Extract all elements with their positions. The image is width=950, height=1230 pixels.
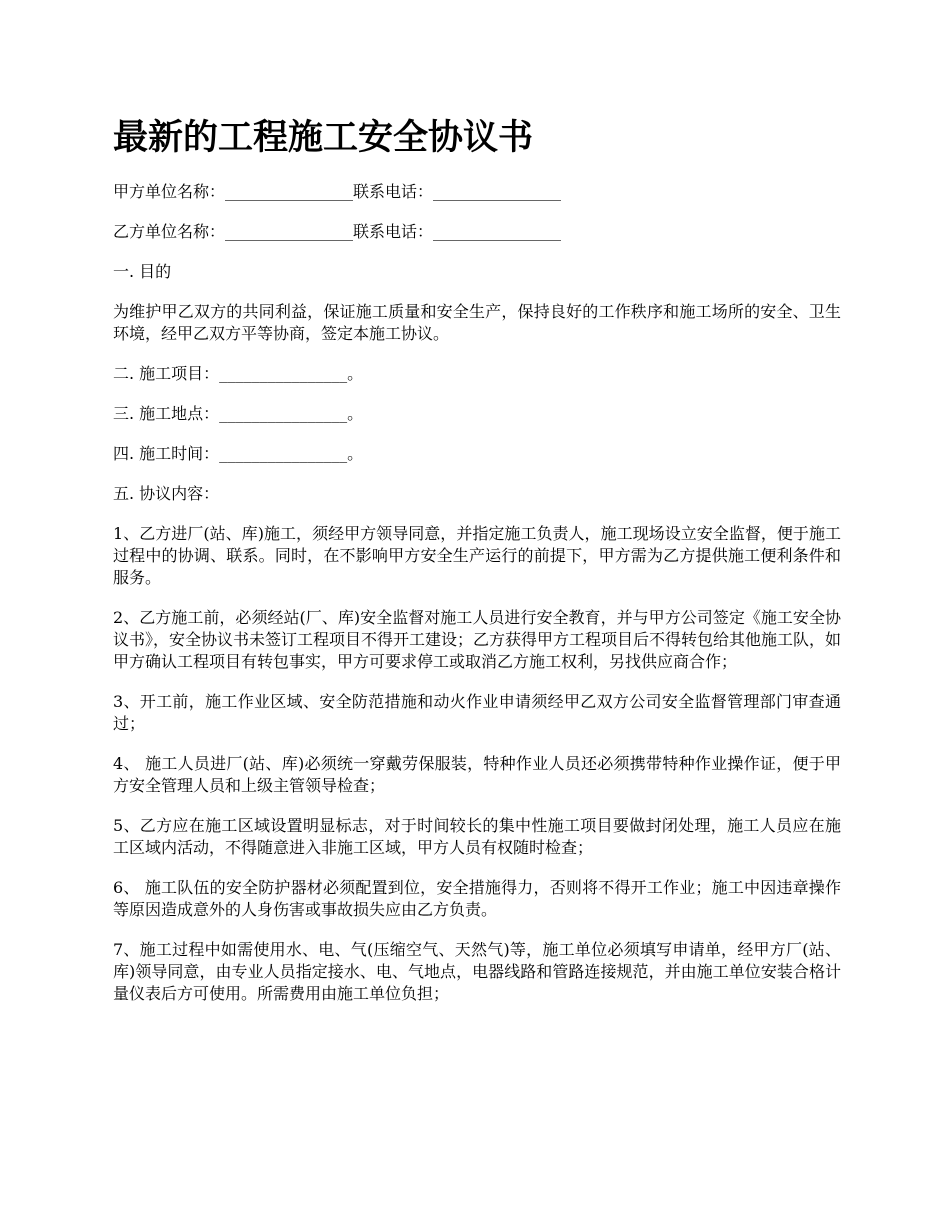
clause-6: 6、 施工队伍的安全防护器材必须配置到位，安全措施得力，否则将不得开工作业；施工中因违章操作等原因造成意外的人身伤害或事故损失应由乙方负责。 — [113, 878, 841, 919]
document-page — [113, 112, 841, 1023]
party-b-line: 乙方单位名称：________________联系电话：________________ — [113, 222, 562, 241]
clause-7: 7、施工过程中如需使用水、电、气(压缩空气、天然气)等，施工单位必须填写申请单，经甲方厂(站、库)领导同意，由专业人员指定接水、电、气地点，电器线路和管路连接规范，并由施工单位安装合格计量仪表后方可使用。所需费用由施工单位负担； — [113, 940, 841, 1003]
party-a-line: 甲方单位名称：________________联系电话：________________ — [113, 182, 562, 201]
section-1-body: 为维护甲乙双方的共同利益，保证施工质量和安全生产，保持良好的工作秩序和施工场所的安全、卫生环境，经甲乙双方平等协商，签定本施工协议。 — [113, 302, 841, 343]
section-4-time: 四. 施工时间：________________。 — [113, 444, 364, 463]
section-2-project: 二. 施工项目：________________。 — [113, 364, 364, 383]
document-title: 最新的工程施工安全协议书 — [113, 117, 534, 158]
section-5-heading: 五. 协议内容： — [113, 484, 220, 503]
clause-4: 4、 施工人员进厂(站、库)必须统一穿戴劳保服装，特种作业人员还必须携带特种作业操作证，便于甲方安全管理人员和上级主管领导检查； — [113, 754, 841, 795]
clause-5: 5、乙方应在施工区域设置明显标志，对于时间较长的集中性施工项目要做封闭处理，施工人员应在施工区域内活动，不得随意进入非施工区域，甲方人员有权随时检查； — [113, 816, 841, 857]
clause-1: 1、乙方进厂(站、库)施工，须经甲方领导同意，并指定施工负责人，施工现场设立安全监督，便于施工过程中的协调、联系。同时，在不影响甲方安全生产运行的前提下，甲方需为乙方提供施工便利条件和服务。 — [113, 524, 841, 587]
section-3-location: 三. 施工地点：________________。 — [113, 404, 364, 423]
clause-2: 2、乙方施工前，必须经站(厂、库)安全监督对施工人员进行安全教育，并与甲方公司签定《施工安全协议书》，安全协议书未签订工程项目不得开工建设；乙方获得甲方工程项目后不得转包给其他施工队，如甲方确认工程项目有转包事实，甲方可要求停工或取消乙方施工权利，另找供应商合作； — [113, 608, 842, 671]
clause-3: 3、开工前，施工作业区域、安全防范措施和动火作业申请须经甲乙双方公司安全监督管理部门审查通过； — [113, 692, 841, 733]
section-1-heading: 一. 目的 — [113, 262, 172, 281]
